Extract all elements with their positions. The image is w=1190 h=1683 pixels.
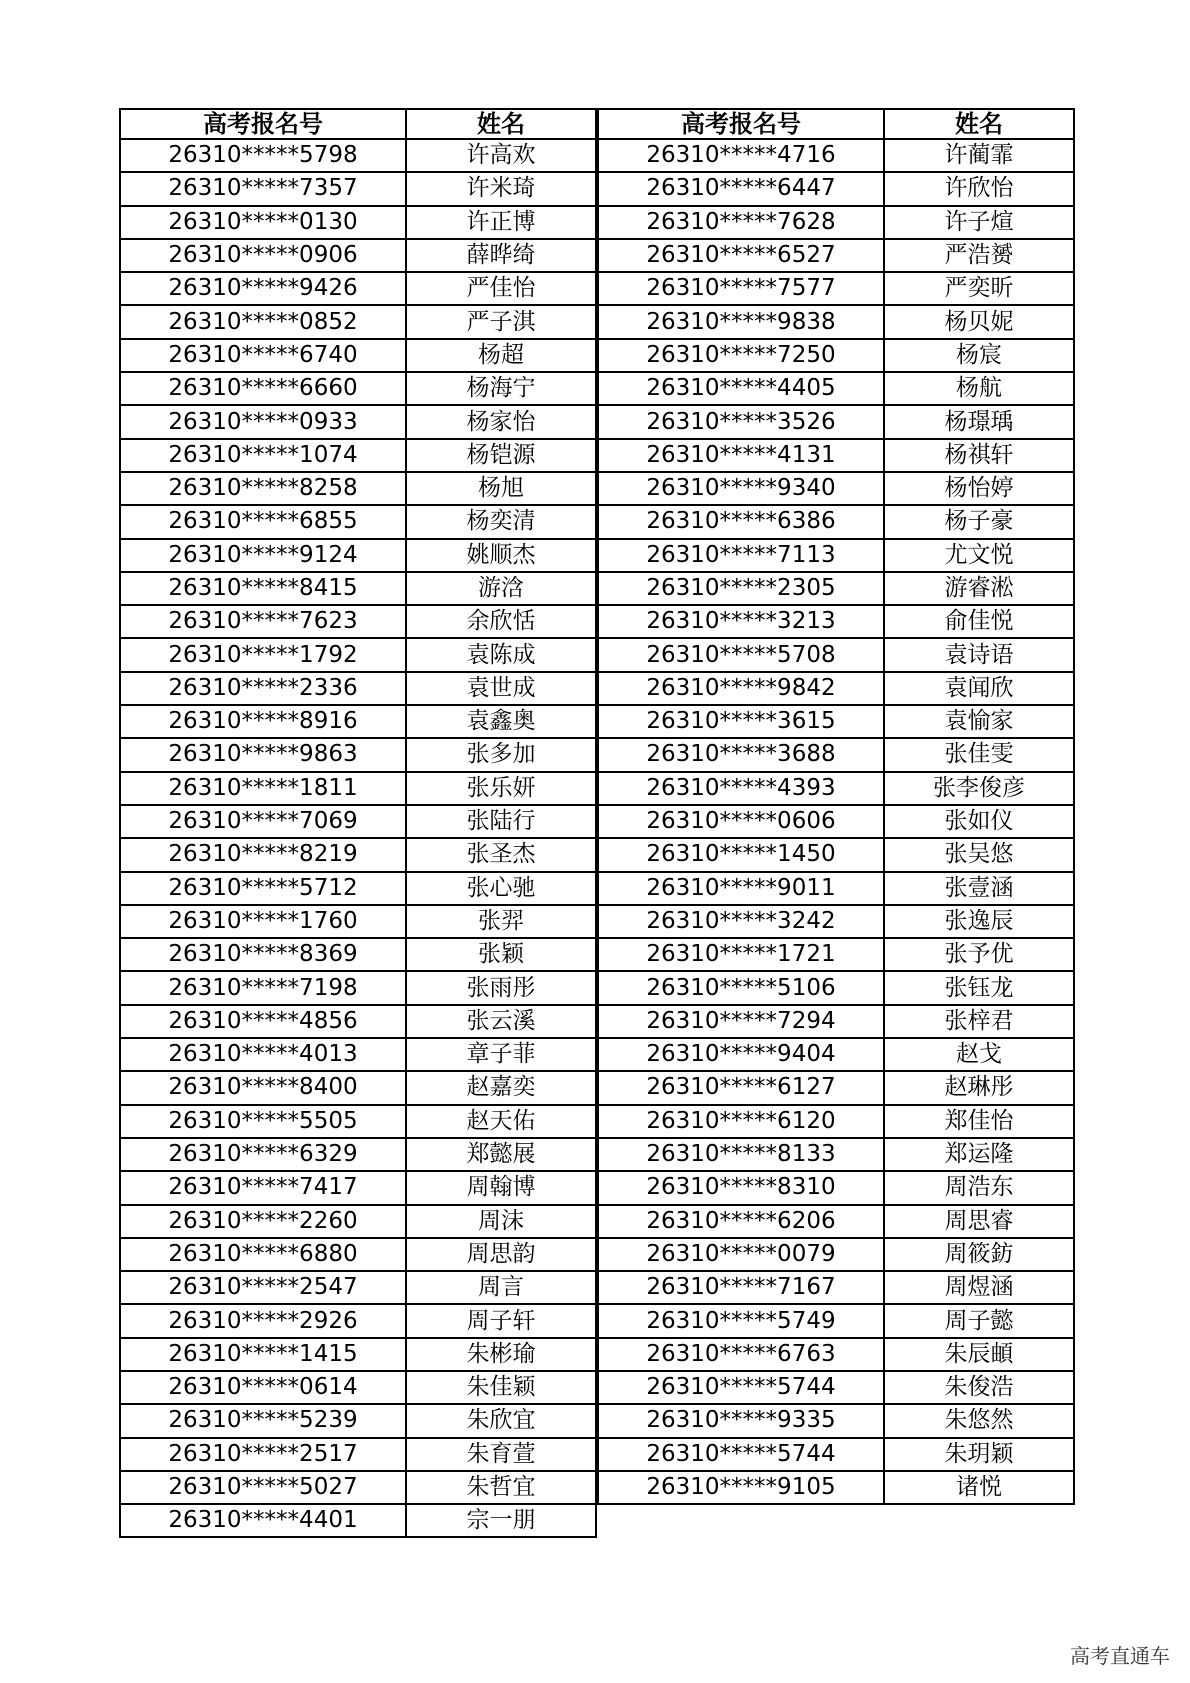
empty-cell xyxy=(597,1505,883,1538)
name-cell: 张多加 xyxy=(405,739,597,772)
name-cell: 杨超 xyxy=(405,340,597,373)
exam-id-cell: 26310*****7417 xyxy=(119,1172,405,1205)
exam-id-cell: 26310*****4716 xyxy=(597,140,883,173)
name-cell: 张心驰 xyxy=(405,873,597,906)
exam-id-cell: 26310*****4401 xyxy=(119,1505,405,1538)
exam-id-cell: 26310*****2926 xyxy=(119,1305,405,1338)
name-cell: 杨宸 xyxy=(883,340,1075,373)
name-cell: 周思韵 xyxy=(405,1239,597,1272)
exam-id-cell: 26310*****7198 xyxy=(119,972,405,1005)
name-cell: 杨璟瑀 xyxy=(883,406,1075,439)
name-cell: 许蔺霏 xyxy=(883,140,1075,173)
exam-id-cell: 26310*****9863 xyxy=(119,739,405,772)
exam-id-cell: 26310*****1811 xyxy=(119,773,405,806)
exam-id-cell: 26310*****8415 xyxy=(119,573,405,606)
header-exam-id-right: 高考报名号 xyxy=(597,108,883,140)
header-name-left: 姓名 xyxy=(405,108,597,140)
exam-id-cell: 26310*****5106 xyxy=(597,972,883,1005)
exam-id-cell: 26310*****7294 xyxy=(597,1006,883,1039)
name-cell: 张逸辰 xyxy=(883,906,1075,939)
name-cell: 赵嘉奕 xyxy=(405,1072,597,1105)
name-cell: 杨航 xyxy=(883,373,1075,406)
name-cell: 许正博 xyxy=(405,207,597,240)
exam-id-cell: 26310*****5239 xyxy=(119,1405,405,1438)
name-cell: 张钰龙 xyxy=(883,972,1075,1005)
name-cell: 赵琳彤 xyxy=(883,1072,1075,1105)
name-cell: 杨海宁 xyxy=(405,373,597,406)
exam-id-cell: 26310*****6329 xyxy=(119,1139,405,1172)
exam-id-cell: 26310*****6127 xyxy=(597,1072,883,1105)
name-cell: 严佳怡 xyxy=(405,273,597,306)
exam-id-cell: 26310*****9124 xyxy=(119,540,405,573)
name-cell: 袁愉家 xyxy=(883,706,1075,739)
exam-id-cell: 26310*****1792 xyxy=(119,639,405,672)
name-cell: 张圣杰 xyxy=(405,839,597,872)
exam-id-cell: 26310*****7069 xyxy=(119,806,405,839)
exam-id-cell: 26310*****5712 xyxy=(119,873,405,906)
exam-id-cell: 26310*****5749 xyxy=(597,1305,883,1338)
exam-id-cell: 26310*****5798 xyxy=(119,140,405,173)
exam-id-cell: 26310*****6740 xyxy=(119,340,405,373)
header-name-right: 姓名 xyxy=(883,108,1075,140)
exam-id-cell: 26310*****5744 xyxy=(597,1372,883,1405)
exam-id-cell: 26310*****5027 xyxy=(119,1472,405,1505)
name-cell: 朱佳颖 xyxy=(405,1372,597,1405)
name-cell: 姚顺杰 xyxy=(405,540,597,573)
name-cell: 严浩赟 xyxy=(883,240,1075,273)
name-cell: 杨家怡 xyxy=(405,406,597,439)
exam-id-cell: 26310*****3526 xyxy=(597,406,883,439)
exam-id-cell: 26310*****7623 xyxy=(119,606,405,639)
exam-id-cell: 26310*****9842 xyxy=(597,673,883,706)
name-cell: 杨贝妮 xyxy=(883,306,1075,339)
name-cell: 尤文悦 xyxy=(883,540,1075,573)
name-cell: 许米琦 xyxy=(405,173,597,206)
exam-id-cell: 26310*****8258 xyxy=(119,473,405,506)
name-cell: 许欣怡 xyxy=(883,173,1075,206)
exam-id-cell: 26310*****1074 xyxy=(119,440,405,473)
name-cell: 宗一朋 xyxy=(405,1505,597,1538)
exam-id-cell: 26310*****8916 xyxy=(119,706,405,739)
empty-cell xyxy=(883,1505,1075,1538)
exam-id-cell: 26310*****8219 xyxy=(119,839,405,872)
name-cell: 朱辰頔 xyxy=(883,1339,1075,1372)
exam-id-cell: 26310*****1415 xyxy=(119,1339,405,1372)
name-cell: 袁诗语 xyxy=(883,639,1075,672)
name-cell: 诸悦 xyxy=(883,1472,1075,1505)
name-cell: 赵戈 xyxy=(883,1039,1075,1072)
name-cell: 严子淇 xyxy=(405,306,597,339)
name-cell: 许子煊 xyxy=(883,207,1075,240)
exam-id-cell: 26310*****6447 xyxy=(597,173,883,206)
name-cell: 袁陈成 xyxy=(405,639,597,672)
name-cell: 朱玥颖 xyxy=(883,1439,1075,1472)
exam-id-cell: 26310*****0852 xyxy=(119,306,405,339)
name-cell: 杨奕清 xyxy=(405,506,597,539)
name-cell: 薛晔绮 xyxy=(405,240,597,273)
name-cell: 袁世成 xyxy=(405,673,597,706)
exam-id-cell: 26310*****1450 xyxy=(597,839,883,872)
exam-id-cell: 26310*****2305 xyxy=(597,573,883,606)
name-cell: 郑运隆 xyxy=(883,1139,1075,1172)
exam-id-cell: 26310*****4405 xyxy=(597,373,883,406)
candidate-roster-table xyxy=(119,108,1075,1538)
name-cell: 张陆行 xyxy=(405,806,597,839)
name-cell: 朱育萱 xyxy=(405,1439,597,1472)
exam-id-cell: 26310*****6120 xyxy=(597,1106,883,1139)
exam-id-cell: 26310*****2336 xyxy=(119,673,405,706)
name-cell: 周子轩 xyxy=(405,1305,597,1338)
exam-id-cell: 26310*****4013 xyxy=(119,1039,405,1072)
name-cell: 周筱鈁 xyxy=(883,1239,1075,1272)
header-exam-id-left: 高考报名号 xyxy=(119,108,405,140)
name-cell: 游睿淞 xyxy=(883,573,1075,606)
exam-id-cell: 26310*****9838 xyxy=(597,306,883,339)
name-cell: 严奕昕 xyxy=(883,273,1075,306)
name-cell: 俞佳悦 xyxy=(883,606,1075,639)
exam-id-cell: 26310*****7250 xyxy=(597,340,883,373)
name-cell: 杨旭 xyxy=(405,473,597,506)
name-cell: 周子懿 xyxy=(883,1305,1075,1338)
name-cell: 许高欢 xyxy=(405,140,597,173)
name-cell: 张雨彤 xyxy=(405,972,597,1005)
exam-id-cell: 26310*****5744 xyxy=(597,1439,883,1472)
name-cell: 杨子豪 xyxy=(883,506,1075,539)
exam-id-cell: 26310*****6527 xyxy=(597,240,883,273)
exam-id-cell: 26310*****4131 xyxy=(597,440,883,473)
exam-id-cell: 26310*****8310 xyxy=(597,1172,883,1205)
exam-id-cell: 26310*****0606 xyxy=(597,806,883,839)
exam-id-cell: 26310*****6206 xyxy=(597,1206,883,1239)
exam-id-cell: 26310*****7167 xyxy=(597,1272,883,1305)
name-cell: 袁鑫奥 xyxy=(405,706,597,739)
exam-id-cell: 26310*****0614 xyxy=(119,1372,405,1405)
name-cell: 游浛 xyxy=(405,573,597,606)
exam-id-cell: 26310*****4393 xyxy=(597,773,883,806)
exam-id-cell: 26310*****2517 xyxy=(119,1439,405,1472)
exam-id-cell: 26310*****6855 xyxy=(119,506,405,539)
exam-id-cell: 26310*****9335 xyxy=(597,1405,883,1438)
exam-id-cell: 26310*****0130 xyxy=(119,207,405,240)
name-cell: 张佳雯 xyxy=(883,739,1075,772)
exam-id-cell: 26310*****0079 xyxy=(597,1239,883,1272)
name-cell: 周言 xyxy=(405,1272,597,1305)
name-cell: 周思睿 xyxy=(883,1206,1075,1239)
name-cell: 余欣恬 xyxy=(405,606,597,639)
exam-id-cell: 26310*****6880 xyxy=(119,1239,405,1272)
name-cell: 张如仪 xyxy=(883,806,1075,839)
name-cell: 张羿 xyxy=(405,906,597,939)
name-cell: 赵天佑 xyxy=(405,1106,597,1139)
name-cell: 杨怡婷 xyxy=(883,473,1075,506)
name-cell: 袁闻欣 xyxy=(883,673,1075,706)
exam-id-cell: 26310*****2547 xyxy=(119,1272,405,1305)
name-cell: 郑懿展 xyxy=(405,1139,597,1172)
exam-id-cell: 26310*****6763 xyxy=(597,1339,883,1372)
name-cell: 周沫 xyxy=(405,1206,597,1239)
name-cell: 朱欣宜 xyxy=(405,1405,597,1438)
exam-id-cell: 26310*****5505 xyxy=(119,1106,405,1139)
name-cell: 张吴悠 xyxy=(883,839,1075,872)
exam-id-cell: 26310*****7628 xyxy=(597,207,883,240)
exam-id-cell: 26310*****7577 xyxy=(597,273,883,306)
exam-id-cell: 26310*****8369 xyxy=(119,939,405,972)
exam-id-cell: 26310*****5708 xyxy=(597,639,883,672)
name-cell: 张乐妍 xyxy=(405,773,597,806)
exam-id-cell: 26310*****9404 xyxy=(597,1039,883,1072)
name-cell: 张予优 xyxy=(883,939,1075,972)
exam-id-cell: 26310*****6660 xyxy=(119,373,405,406)
name-cell: 朱彬瑜 xyxy=(405,1339,597,1372)
name-cell: 杨祺轩 xyxy=(883,440,1075,473)
exam-id-cell: 26310*****0906 xyxy=(119,240,405,273)
exam-id-cell: 26310*****0933 xyxy=(119,406,405,439)
exam-id-cell: 26310*****7357 xyxy=(119,173,405,206)
exam-id-cell: 26310*****3615 xyxy=(597,706,883,739)
exam-id-cell: 26310*****9011 xyxy=(597,873,883,906)
exam-id-cell: 26310*****2260 xyxy=(119,1206,405,1239)
name-cell: 张壹涵 xyxy=(883,873,1075,906)
name-cell: 郑佳怡 xyxy=(883,1106,1075,1139)
exam-id-cell: 26310*****4856 xyxy=(119,1006,405,1039)
name-cell: 张李俊彦 xyxy=(883,773,1075,806)
exam-id-cell: 26310*****1760 xyxy=(119,906,405,939)
exam-id-cell: 26310*****7113 xyxy=(597,540,883,573)
name-cell: 朱哲宜 xyxy=(405,1472,597,1505)
name-cell: 朱俊浩 xyxy=(883,1372,1075,1405)
exam-id-cell: 26310*****1721 xyxy=(597,939,883,972)
watermark-text: 高考直通车 xyxy=(1070,1644,1170,1668)
exam-id-cell: 26310*****9426 xyxy=(119,273,405,306)
exam-id-cell: 26310*****6386 xyxy=(597,506,883,539)
exam-id-cell: 26310*****3213 xyxy=(597,606,883,639)
exam-id-cell: 26310*****8400 xyxy=(119,1072,405,1105)
name-cell: 周翰博 xyxy=(405,1172,597,1205)
exam-id-cell: 26310*****8133 xyxy=(597,1139,883,1172)
exam-id-cell: 26310*****9105 xyxy=(597,1472,883,1505)
name-cell: 张云溪 xyxy=(405,1006,597,1039)
exam-id-cell: 26310*****9340 xyxy=(597,473,883,506)
name-cell: 杨铠源 xyxy=(405,440,597,473)
name-cell: 章子菲 xyxy=(405,1039,597,1072)
name-cell: 张颖 xyxy=(405,939,597,972)
exam-id-cell: 26310*****3242 xyxy=(597,906,883,939)
name-cell: 朱悠然 xyxy=(883,1405,1075,1438)
name-cell: 周浩东 xyxy=(883,1172,1075,1205)
exam-id-cell: 26310*****3688 xyxy=(597,739,883,772)
name-cell: 周煜涵 xyxy=(883,1272,1075,1305)
name-cell: 张梓君 xyxy=(883,1006,1075,1039)
